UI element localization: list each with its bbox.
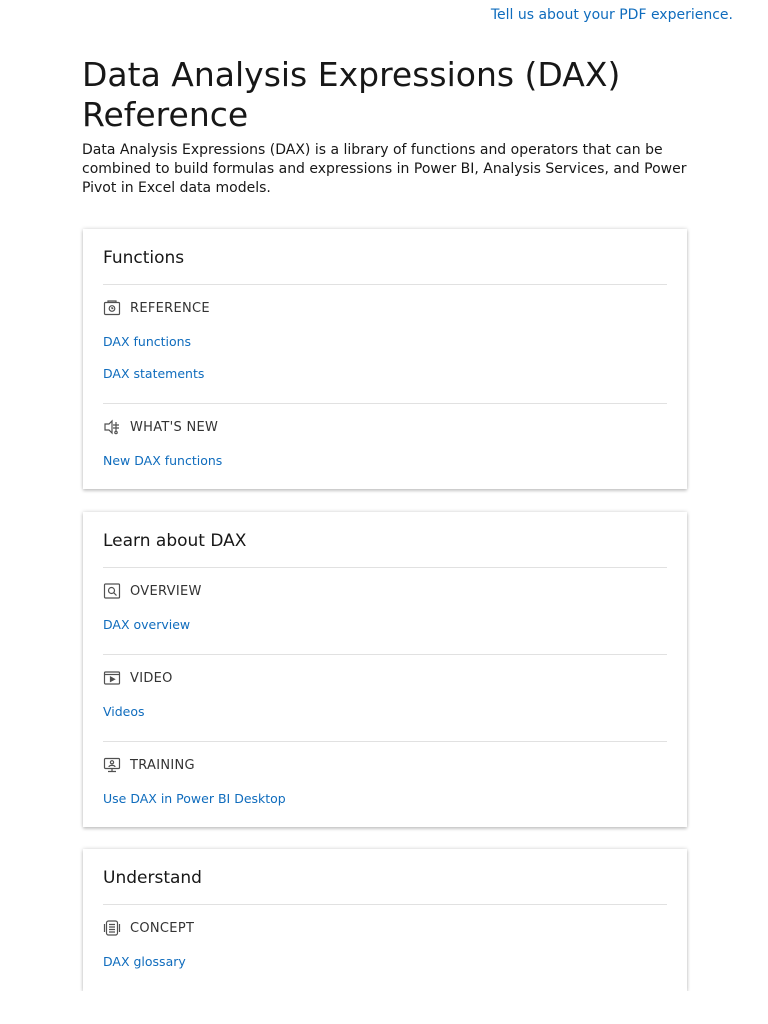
section-label: CONCEPT — [130, 920, 195, 936]
section-header — [103, 298, 667, 318]
page-intro: Data Analysis Expressions (DAX) is a library of functions and operators that can be combined to build formulas and expressions in Power BI, Analysis Services, and Power Pivot in Excel data models. — [82, 142, 687, 196]
video-section — [103, 654, 667, 741]
link-new-dax-functions[interactable]: New DAX functions — [103, 453, 223, 468]
section-label: VIDEO — [130, 670, 173, 686]
overview-icon — [103, 582, 121, 600]
link-dax-glossary[interactable]: DAX glossary — [103, 954, 186, 969]
link-dax-overview[interactable]: DAX overview — [103, 617, 191, 632]
functions-card — [83, 229, 687, 489]
card-title: Functions — [103, 229, 667, 285]
section-header — [103, 918, 667, 938]
link-dax-statements[interactable]: DAX statements — [103, 366, 205, 381]
whats-new-icon — [103, 418, 121, 436]
reference-icon — [103, 299, 121, 317]
section-header — [103, 417, 667, 437]
video-icon — [103, 669, 121, 687]
page-title: Data Analysis Expressions (DAX) Reference — [82, 55, 621, 134]
concept-section — [103, 905, 667, 991]
overview-section — [103, 568, 667, 654]
section-label: TRAINING — [130, 757, 195, 773]
link-use-dax-in-power-bi-desktop[interactable]: Use DAX in Power BI Desktop — [103, 791, 286, 806]
training-icon — [103, 756, 121, 774]
card-title: Learn about DAX — [103, 512, 667, 568]
concept-icon — [103, 919, 121, 937]
training-section — [103, 741, 667, 828]
understand-card — [83, 849, 687, 991]
section-header — [103, 668, 667, 688]
link-videos[interactable]: Videos — [103, 704, 145, 719]
section-header — [103, 755, 667, 775]
whats-new-section — [103, 403, 667, 490]
page-bottom-edge — [0, 991, 768, 1024]
section-label: OVERVIEW — [130, 583, 202, 599]
pdf-feedback-link[interactable]: Tell us about your PDF experience. — [490, 7, 733, 23]
section-header — [103, 581, 667, 601]
section-label: REFERENCE — [130, 300, 210, 316]
section-label: WHAT'S NEW — [130, 419, 219, 435]
link-dax-functions[interactable]: DAX functions — [103, 334, 192, 349]
reference-section — [103, 285, 667, 403]
card-title: Understand — [103, 849, 667, 905]
learn-about-dax-card — [83, 512, 687, 827]
